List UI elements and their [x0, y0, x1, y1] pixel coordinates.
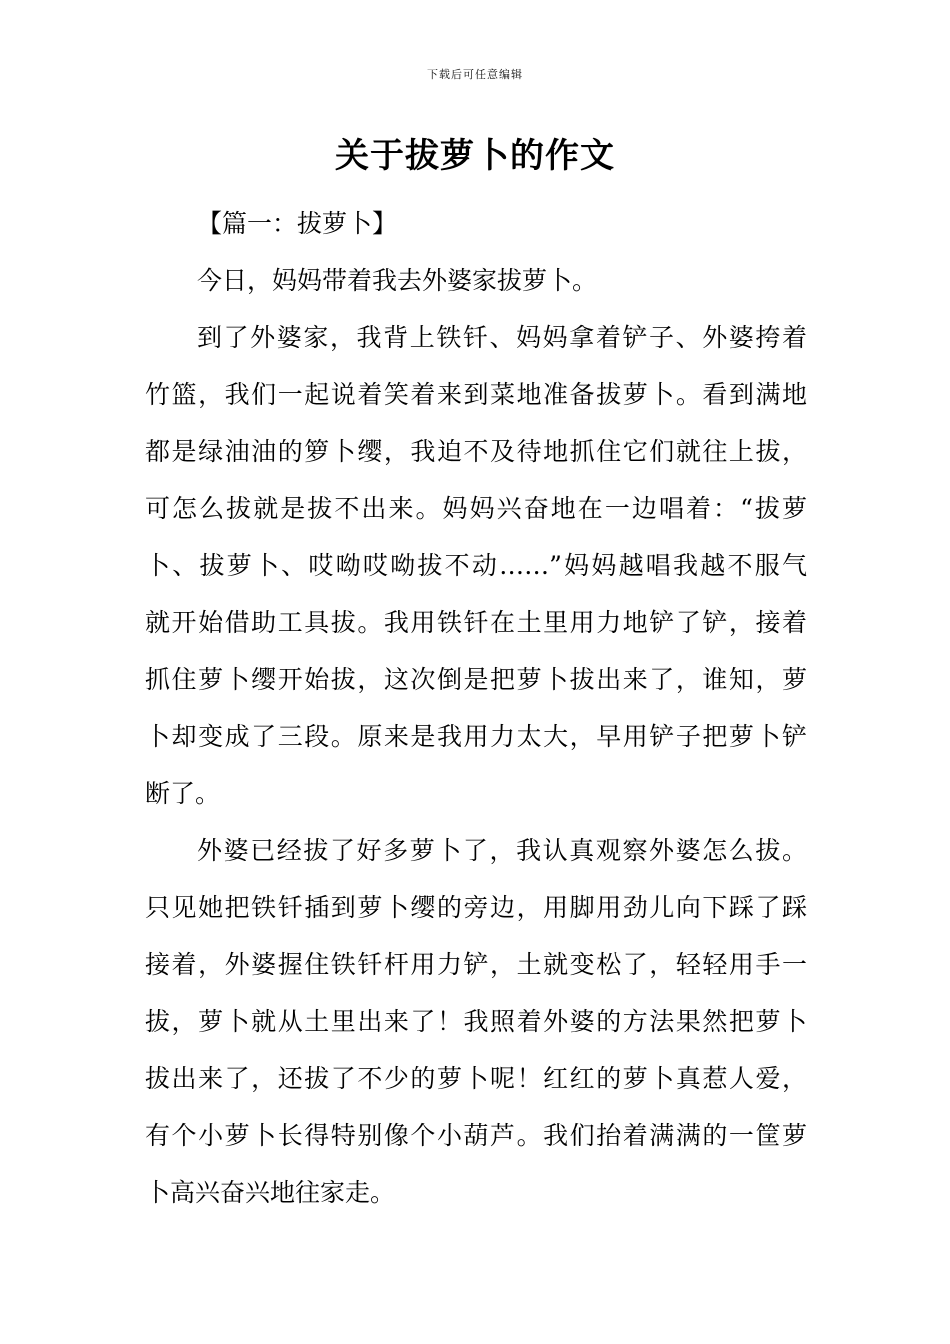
paragraph-line: 到了外婆家，我背上铁钎、妈妈拿着铲子、外婆挎着 [197, 323, 807, 352]
paragraph-line: 卜高兴奋兴地往家走。 [145, 1178, 396, 1207]
document-body [145, 196, 807, 1221]
paragraph-line: 就开始借助工具拔。我用铁钎在土里用力地铲了铲，接着 [145, 608, 807, 637]
paragraph-line: 断了。 [145, 779, 221, 808]
paragraph-line: 竹篮，我们一起说着笑着来到菜地准备拔萝卜。看到满地 [145, 380, 807, 409]
header-note: 下载后可任意编辑 [427, 68, 523, 81]
paragraph-line: 卜、拔萝卜、哎呦哎呦拔不动……”妈妈越唱我越不服气 [145, 551, 807, 580]
paragraph-1 [145, 252, 807, 309]
paragraph-line: 外婆已经拔了好多萝卜了，我认真观察外婆怎么拔。 [197, 836, 807, 865]
paragraph-3 [145, 822, 807, 1221]
paragraph-line: 可怎么拔就是拔不出来。妈妈兴奋地在一边唱着：“拔萝 [145, 494, 807, 523]
paragraph-line: 都是绿油油的箩卜缨，我迫不及待地抓住它们就往上拔， [145, 437, 807, 466]
paragraph-line: 接着，外婆握住铁钎杆用力铲，土就变松了，轻轻用手一 [145, 950, 807, 979]
paragraph-line: 只见她把铁钎插到萝卜缨的旁边，用脚用劲儿向下踩了踩 [145, 893, 807, 922]
document-title: 关于拔萝卜的作文 [335, 136, 615, 176]
paragraph-2 [145, 309, 807, 822]
paragraph-line: 今日，妈妈带着我去外婆家拔萝卜。 [197, 266, 598, 295]
paragraph-line: 拔出来了，还拔了不少的萝卜呢！红红的萝卜真惹人爱， [145, 1064, 807, 1093]
paragraph-line: 拔，萝卜就从土里出来了！我照着外婆的方法果然把萝卜 [145, 1007, 807, 1036]
paragraph-line: 有个小萝卜长得特别像个小葫芦。我们抬着满满的一筐萝 [145, 1121, 807, 1150]
paragraph-line: 卜却变成了三段。原来是我用力太大，早用铲子把萝卜铲 [145, 722, 807, 751]
section-heading: 【篇一：拔萝卜】 [197, 209, 398, 238]
paragraph-line: 抓住萝卜缨开始拔，这次倒是把萝卜拔出来了，谁知，萝 [145, 665, 807, 694]
